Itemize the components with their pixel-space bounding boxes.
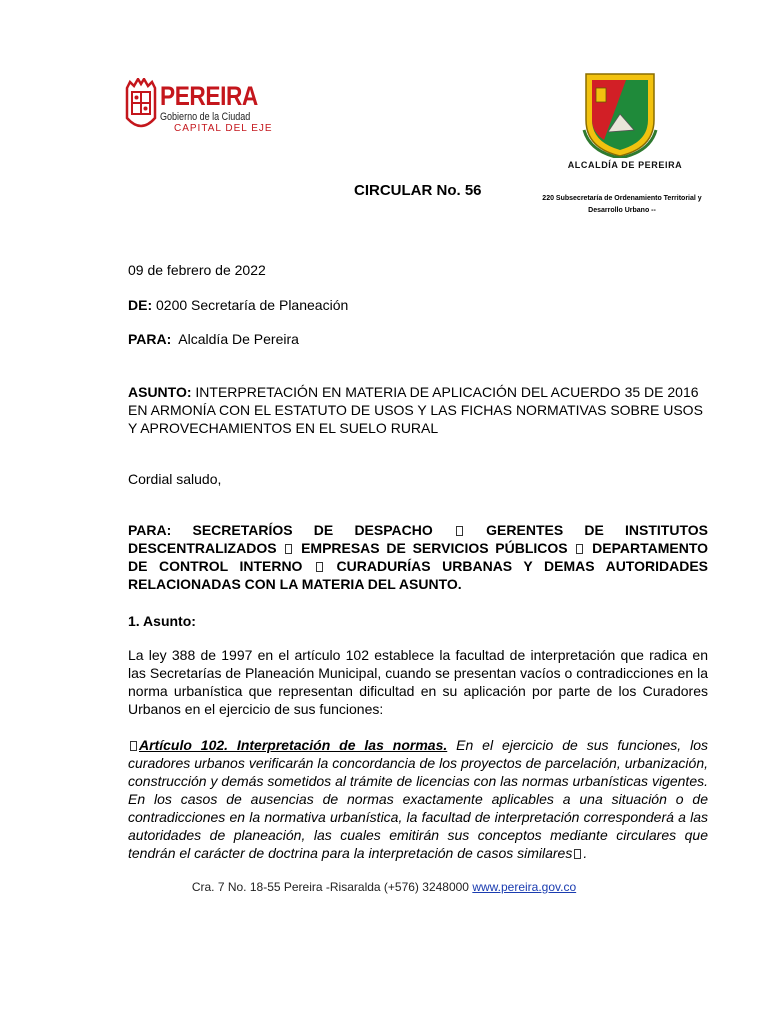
recipient-item: GERENTES DE INSTITUTOS DESCENTRALIZADOS	[128, 522, 708, 556]
pereira-logo	[124, 78, 273, 136]
bullet-box-icon	[285, 544, 292, 554]
recipients-block	[128, 521, 708, 593]
article-end: .	[583, 845, 588, 861]
quote-close-icon	[574, 849, 581, 859]
article-body: En el ejercicio de sus funciones, los curadores urbanos verificarán la concordancia de los proyectos de parcelación, urbanización, construcción y demás sometidos al trámite de licencias con las normas urbanísticas vigentes. En los casos de ausencias de normas exactamente aplicables a una situación o de contradicciones en la normativa urbanística, la facultad de interpretación corresponderá a las autoridades de planeación, las cuales emitirán sus conceptos mediante circulares que tendrán el carácter de doctrina para la interpretación de casos similares	[128, 737, 708, 861]
logo-name: PEREIRA	[160, 81, 258, 111]
bullet-box-icon	[456, 526, 463, 536]
asunto-block	[128, 383, 708, 437]
recipient-item: CURADURÍAS URBANAS Y DEMAS AUTORIDADES RELACIONADAS CON LA MATERIA DEL ASUNTO.	[128, 558, 708, 592]
de-value: 0200 Secretaría de Planeación	[152, 297, 349, 313]
para-line	[128, 330, 299, 348]
de-label: DE:	[128, 297, 153, 313]
office-line2: Desarrollo Urbano --	[588, 207, 656, 214]
logo-line1: Gobierno de la Ciudad	[160, 111, 251, 123]
logo-line2: CAPITAL DEL EJE	[174, 123, 273, 134]
de-line	[128, 296, 348, 314]
footer-address: Cra. 7 No. 18-55 Pereira -Risaralda (+576) 3248000	[191, 880, 473, 894]
asunto-label: ASUNTO:	[128, 384, 192, 400]
recipient-item: SECRETARÍOS DE DESPACHO	[192, 522, 433, 538]
bullet-box-icon	[316, 562, 323, 572]
recipient-item: DEPARTAMENTO DE CONTROL INTERNO	[128, 540, 709, 574]
para-value: Alcaldía De Pereira	[171, 331, 299, 347]
office-note	[533, 193, 711, 217]
footer-website-link[interactable]: www.pereira.gov.co	[472, 880, 577, 894]
para-label: PARA:	[128, 331, 172, 347]
recipient-item: EMPRESAS DE SERVICIOS PÚBLICOS	[301, 540, 568, 556]
footer	[0, 880, 768, 894]
alcaldia-crest-icon	[582, 70, 658, 158]
article-quote	[128, 736, 708, 862]
pereira-shield-icon	[124, 78, 158, 134]
crest-caption: ALCALDÍA DE PEREIRA	[567, 160, 683, 170]
office-line1: 220 Subsecretaría de Ordenamiento Territorial y	[542, 195, 702, 202]
bullet-box-icon	[576, 544, 583, 554]
recipients-label: PARA:	[128, 522, 172, 538]
circular-title: CIRCULAR No. 56	[354, 182, 482, 199]
article-heading: Artículo 102. Interpretación de las normas.	[139, 737, 448, 753]
section-paragraph: La ley 388 de 1997 en el artículo 102 establece la facultad de interpretación que radica en las Secretarías de Planeación Municipal, cuando se presentan vacíos o contradicciones en la norma urbanística que representan dificultad en su aplicación por parte de los Curadores Urbanos en el ejercicio de sus funciones:	[128, 647, 708, 717]
document-date: 09 de febrero de 2022	[128, 262, 266, 278]
asunto-value: INTERPRETACIÓN EN MATERIA DE APLICACIÓN DEL ACUERDO 35 DE 2016 EN ARMONÍA CON EL ESTATUTO DE USOS Y LAS FICHAS NORMATIVAS SOBRE USOS Y APROVECHAMIENTOS EN EL SUELO RURAL	[128, 384, 703, 436]
quote-open-icon	[130, 741, 137, 751]
section-heading: 1. Asunto:	[128, 613, 196, 629]
greeting: Cordial saludo,	[128, 471, 222, 487]
